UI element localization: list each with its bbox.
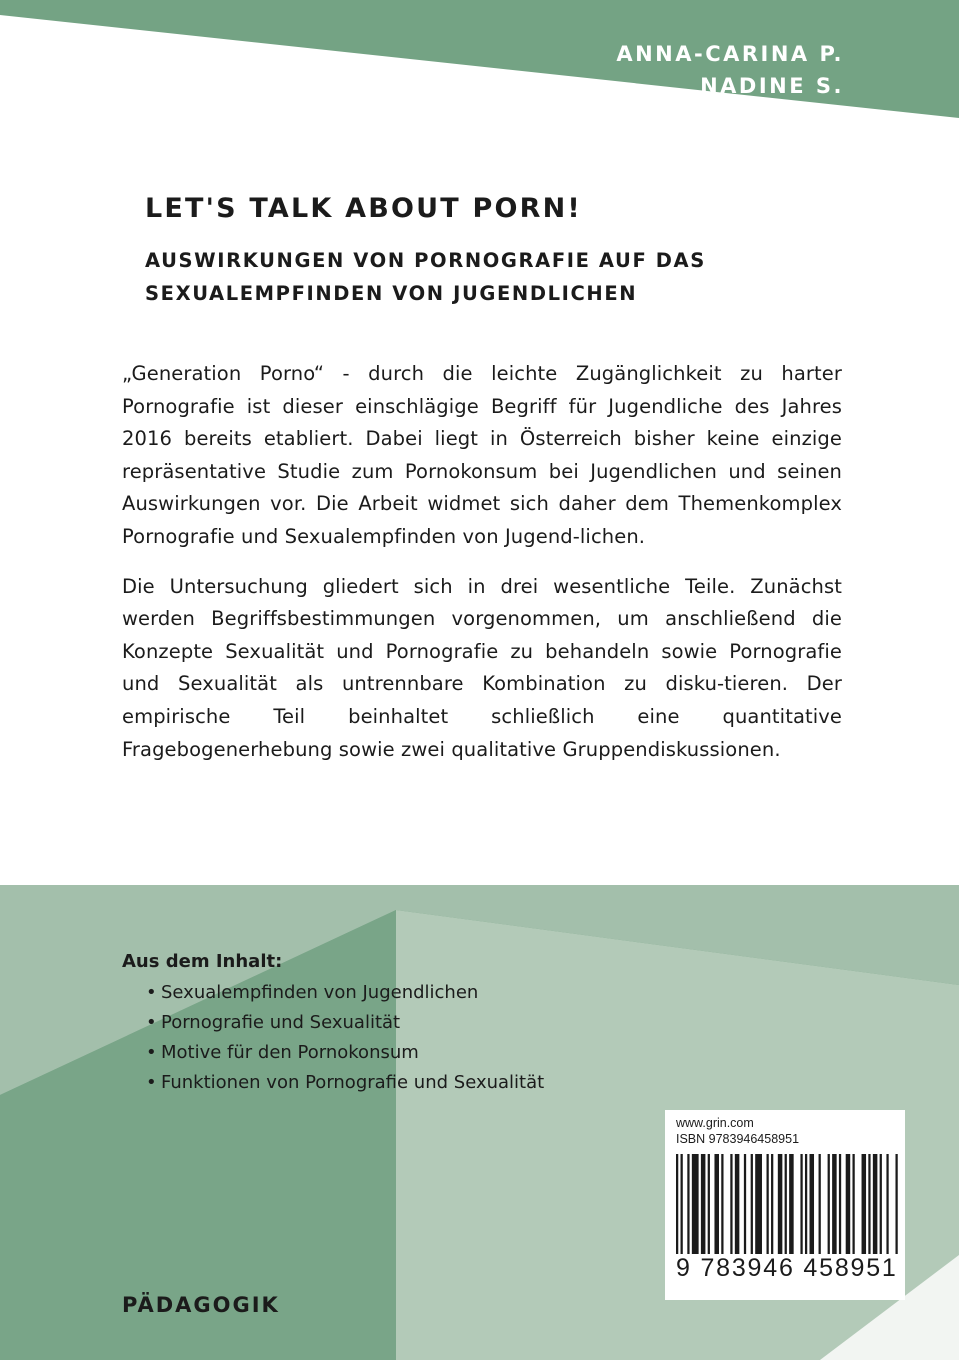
contents-item-text: Funktionen von Pornografie und Sexualität bbox=[161, 1072, 545, 1093]
barcode-bar bbox=[778, 1154, 783, 1254]
barcode-box bbox=[665, 1110, 905, 1300]
contents-heading: Aus dem Inhalt: bbox=[122, 951, 283, 972]
publisher-url: www.grin.com bbox=[676, 1116, 754, 1130]
subject-category: PÄDAGOGIK bbox=[122, 1293, 280, 1317]
barcode-bar bbox=[852, 1154, 854, 1254]
barcode-bar bbox=[828, 1154, 830, 1254]
book-title: LET'S TALK ABOUT PORN! bbox=[145, 193, 582, 224]
contents-item bbox=[146, 1038, 682, 1068]
barcode-bar bbox=[886, 1154, 888, 1254]
blurb-paragraph-1: „Generation Porno“ - durch die leichte Zugänglichkeit zu harter Pornografie ist dieser einschlägige Begriff für Jugendliche des Jahres 2016 bereits etabliert. Dabei liegt in Österreich bisher keine einzige repräsentative Studie zum Pornokonsum bei Jugendlichen und seinen Auswirkungen vor. Die Arbeit widmet sich daher dem Themenkomplex Pornografie und Sexualempfinden von Jugend-lichen. bbox=[122, 362, 842, 548]
barcode-bars bbox=[676, 1154, 900, 1254]
barcode-bar bbox=[800, 1154, 802, 1254]
contents-item bbox=[146, 978, 682, 1008]
bullet-icon: • bbox=[146, 1012, 157, 1033]
contents-item bbox=[146, 1008, 682, 1038]
barcode-bar bbox=[721, 1154, 723, 1254]
bullet-icon: • bbox=[146, 1072, 157, 1093]
contents-section bbox=[122, 948, 682, 1098]
blurb bbox=[122, 358, 842, 783]
barcode-bar bbox=[735, 1154, 740, 1254]
barcode-bar bbox=[771, 1154, 773, 1254]
barcode-bar bbox=[751, 1154, 753, 1254]
barcode-bar bbox=[805, 1154, 807, 1254]
contents-item bbox=[146, 1068, 682, 1098]
contents-item-text: Motive für den Pornokonsum bbox=[161, 1042, 419, 1063]
author-1: ANNA-CARINA P. bbox=[616, 42, 844, 66]
author-2: NADINE S. bbox=[700, 74, 844, 98]
barcode-bar bbox=[730, 1154, 732, 1254]
barcode-bar bbox=[862, 1154, 867, 1254]
blurb-paragraph-2: Die Untersuchung gliedert sich in drei wesentliche Teile. Zunächst werden Begriffsbestimmungen vorgenommen, um anschließend die Konzepte Sexualität und Pornografie zu behandeln sowie Pornografie und Sexualität als untrennbare Kombination zu disku-tieren. Der empirische Teil beinhaltet schließlich eine quantitative Fragebogenerhebung sowie zwei qualitative Gruppendiskussionen. bbox=[122, 574, 842, 761]
barcode-bar bbox=[755, 1154, 762, 1254]
barcode-bar bbox=[880, 1154, 882, 1254]
barcode-bar bbox=[676, 1154, 678, 1254]
bullet-icon: • bbox=[146, 1042, 157, 1063]
book-subtitle: AUSWIRKUNGEN VON PORNOGRAFIE AUF DAS SEXUALEMPFINDEN VON JUGENDLICHEN bbox=[145, 249, 706, 305]
barcode-bar bbox=[789, 1154, 794, 1254]
barcode-bar bbox=[839, 1154, 841, 1254]
barcode-bar bbox=[687, 1154, 689, 1254]
isbn-number: ISBN 9783946458951 bbox=[676, 1132, 800, 1146]
barcode-bar bbox=[701, 1154, 706, 1254]
barcode-bar bbox=[744, 1154, 746, 1254]
author-names bbox=[616, 38, 844, 102]
bullet-icon: • bbox=[146, 982, 157, 1003]
barcode-bar bbox=[714, 1154, 719, 1254]
barcode-bar bbox=[819, 1154, 821, 1254]
barcode-bar bbox=[692, 1154, 699, 1254]
barcode-bar bbox=[809, 1154, 814, 1254]
barcode-bar bbox=[873, 1154, 878, 1254]
barcode-bar bbox=[767, 1154, 769, 1254]
contents-item-text: Sexualempfinden von Jugendlichen bbox=[161, 982, 479, 1003]
barcode-bar bbox=[868, 1154, 870, 1254]
barcode-bar bbox=[832, 1154, 837, 1254]
contents-list bbox=[122, 978, 682, 1098]
barcode-bar bbox=[895, 1154, 897, 1254]
barcode-digits: 9 783946 458951 bbox=[676, 1254, 898, 1282]
barcode-bar bbox=[708, 1154, 710, 1254]
barcode-bar bbox=[681, 1154, 683, 1254]
barcode-bar bbox=[785, 1154, 787, 1254]
contents-item-text: Pornografie und Sexualität bbox=[161, 1012, 401, 1033]
barcode-bar bbox=[846, 1154, 851, 1254]
